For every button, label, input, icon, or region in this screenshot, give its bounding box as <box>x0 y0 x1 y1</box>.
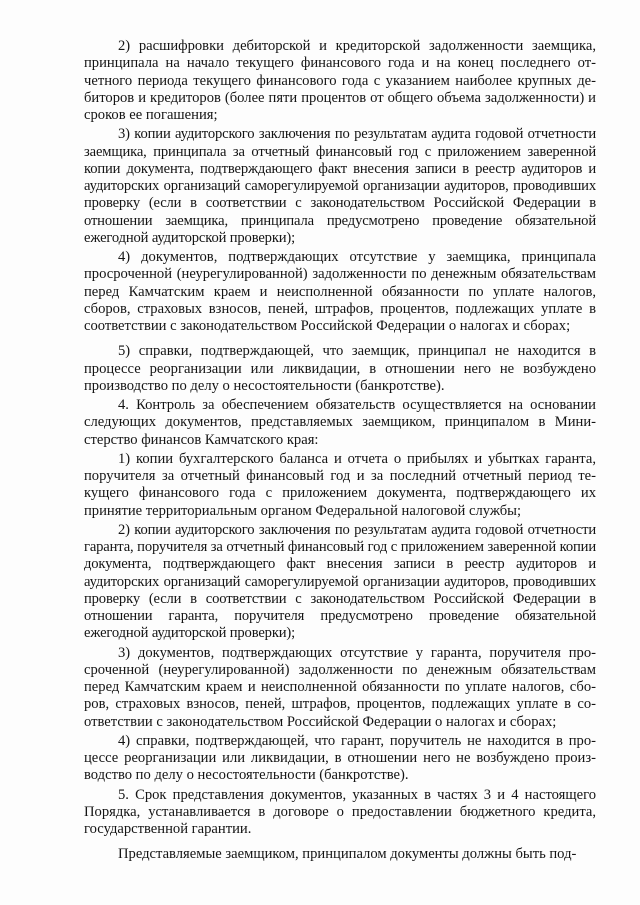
paragraph-guarantor-not-reorganizing: 4) справки, подтверждающей, что гарант, поручитель не находится в процессе реорганизации или ликвидации, в отношении него не возбуждено производство по делу о несостоятельности (банкротстве). <box>84 732 596 784</box>
paragraph-submission-deadline: 5. Срок представления документов, указанных в частях 3 и 4 настоящего Порядка, устанавливается в договоре о предоставлении бюджетного кредита, государственной гарантии. <box>84 786 596 837</box>
paragraph-documents-continued: Представляемые заемщиком, принципалом документы должны быть под- <box>118 846 577 863</box>
paragraph-borrower-not-reorganizing: 5) справки, подтверждающей, что заемщик, принципал не находится в процессе реорганизации или ликвидации, в отношении него не возбуждено производство по делу о несостоятельности (банкротстве). <box>84 343 596 394</box>
paragraph-control-section-4: 4. Контроль за обеспечением обязательств осуществляется на основании следующих документов, представляемых заемщиком, принципалом в Министерство финансов Камчатского края: <box>84 397 596 448</box>
paragraph-guarantor-no-arrears: 3) документов, подтверждающих отсутствие у гаранта, поручителя просроченной (неурегулированной) задолженности по денежным обязательствам перед Камчатским краем и неисполненной обязанности по уплате налогов, сборов, страховых взносов, пеней, штрафов, процентов, подлежащих уплате в соответствии с законодательством Российской Федерации о налогах и сборах; <box>84 644 596 730</box>
paragraph-borrower-no-arrears: 4) документов, подтверждающих отсутствие у заемщика, принципала просроченной (неурегулированной) задолженности по денежным обязательствам перед Камчатским краем и неисполненной обязанности по уплате налогов, сборов, страховых взносов, пеней, штрафов, процентов, подлежащих уплате в соответствии с законодательством Российской Федерации о налогах и сборах; <box>84 249 596 334</box>
paragraph-borrower-audit-report: 3) копии аудиторского заключения по результатам аудита годовой отчетности заемщика, принципала за отчетный финансовый год с приложением заверенной копии документа, подтверждающего факт внесения записи в реестр аудиторов и аудиторских организаций саморегулируемой организации аудиторов, проводивших проверку (если в соответствии с законодательством Российской Федерации в отношении заемщика, принципала предусмотрено проведение обязательной ежегодной аудиторской проверки); <box>84 126 596 246</box>
paragraph-guarantor-audit-report: 2) копии аудиторского заключения по результатам аудита годовой отчетности гаранта, поручителя за отчетный финансовый год с приложением заверенной копии документа, подтверждающего факт внесения записи в реестр аудиторов и аудиторских организаций саморегулируемой организации аудиторов, проводивших проверку (если в соответствии с законодательством Российской Федерации в отношении гаранта, поручителя предусмотрено проведение обязательной ежегодной аудиторской проверки); <box>84 521 596 642</box>
document-body <box>84 38 596 864</box>
paragraph-guarantor-balance: 1) копии бухгалтерского баланса и отчета о прибылях и убытках гаранта, поручителя за отчетный финансовый год и за последний отчетный период текущего финансового года с приложением документа, подтверждающего их принятие территориальным органом Федеральной налоговой службы; <box>84 450 596 519</box>
paragraph-debts-breakdown: 2) расшифровки дебиторской и кредиторской задолженности заемщика, принципала на начало текущего финансового года и на конец последнего отчетного периода текущего финансового года с указанием наиболее крупных дебиторов и кредиторов (более пяти процентов от общего объема задолженности) и сроков ее погашения; <box>84 38 596 123</box>
